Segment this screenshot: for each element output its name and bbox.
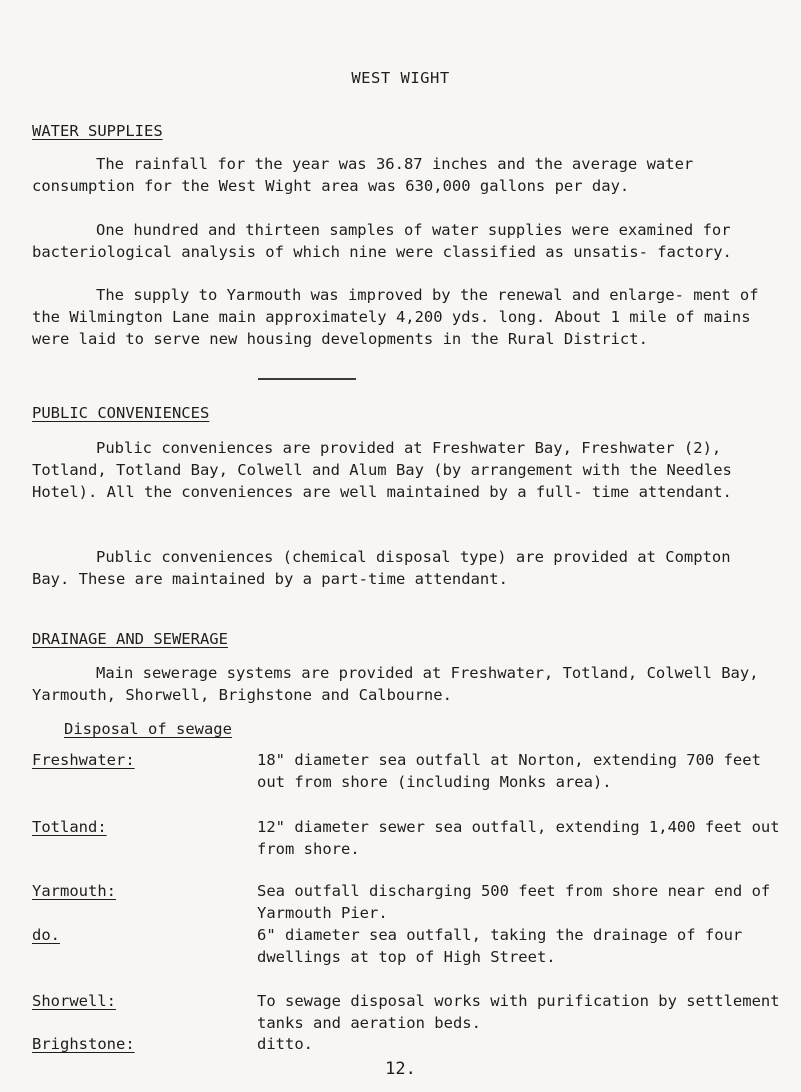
- public-conveniences-paragraph-2: Public conveniences (chemical disposal type) are provided at Compton Bay. These are maintained by a part-time attendant.: [32, 548, 731, 588]
- disposal-place-brighstone: Brighstone:: [32, 1035, 135, 1053]
- disposal-place-yarmouth: Yarmouth:: [32, 882, 116, 900]
- disposal-subheading: Disposal of sewage: [64, 720, 232, 738]
- section-divider: [258, 378, 356, 380]
- disposal-place-ditto: do.: [32, 926, 60, 944]
- drainage-paragraph: Main sewerage systems are provided at Freshwater, Totland, Colwell Bay, Yarmouth, Shorwell, Brighstone and Calbourne.: [32, 664, 759, 704]
- disposal-place-freshwater: Freshwater:: [32, 751, 135, 769]
- disposal-text-freshwater: 18" diameter sea outfall at Norton, extending 700 feet out from shore (including Monks area).: [257, 751, 761, 791]
- disposal-text-yarmouth: Sea outfall discharging 500 feet from shore near end of Yarmouth Pier.: [257, 882, 771, 922]
- disposal-text-ditto: 6" diameter sea outfall, taking the drainage of four dwellings at top of High Street.: [257, 926, 743, 966]
- drainage-heading: DRAINAGE AND SEWERAGE: [32, 630, 228, 648]
- public-conveniences-paragraph-1: Public conveniences are provided at Freshwater Bay, Freshwater (2), Totland, Totland Bay, Colwell and Alum Bay (by arrangement with the Needles Hotel). All the conveniences are well maintained by a full- time attendant.: [32, 439, 732, 501]
- page-title: WEST WIGHT: [351, 69, 450, 87]
- water-supplies-paragraph-3: The supply to Yarmouth was improved by the renewal and enlarge- ment of the Wilmington Lane main approximately 4,200 yds. long. About 1 mile of mains were laid to serve new housing developments in the Rural District.: [32, 286, 759, 348]
- page-number: 12.: [385, 1059, 416, 1079]
- disposal-place-totland: Totland:: [32, 818, 107, 836]
- disposal-text-shorwell: To sewage disposal works with purification by settlement tanks and aeration beds.: [257, 992, 780, 1032]
- disposal-place-shorwell: Shorwell:: [32, 992, 116, 1010]
- water-supplies-paragraph-2: One hundred and thirteen samples of water supplies were examined for bacteriological analysis of which nine were classified as unsatis- factory.: [32, 221, 732, 261]
- disposal-text-totland: 12" diameter sewer sea outfall, extending 1,400 feet out from shore.: [257, 818, 780, 858]
- public-conveniences-heading: PUBLIC CONVENIENCES: [32, 404, 210, 422]
- water-supplies-heading: WATER SUPPLIES: [32, 122, 163, 140]
- disposal-text-brighstone: ditto.: [257, 1035, 313, 1053]
- water-supplies-paragraph-1: The rainfall for the year was 36.87 inches and the average water consumption for the West Wight area was 630,000 gallons per day.: [32, 155, 694, 195]
